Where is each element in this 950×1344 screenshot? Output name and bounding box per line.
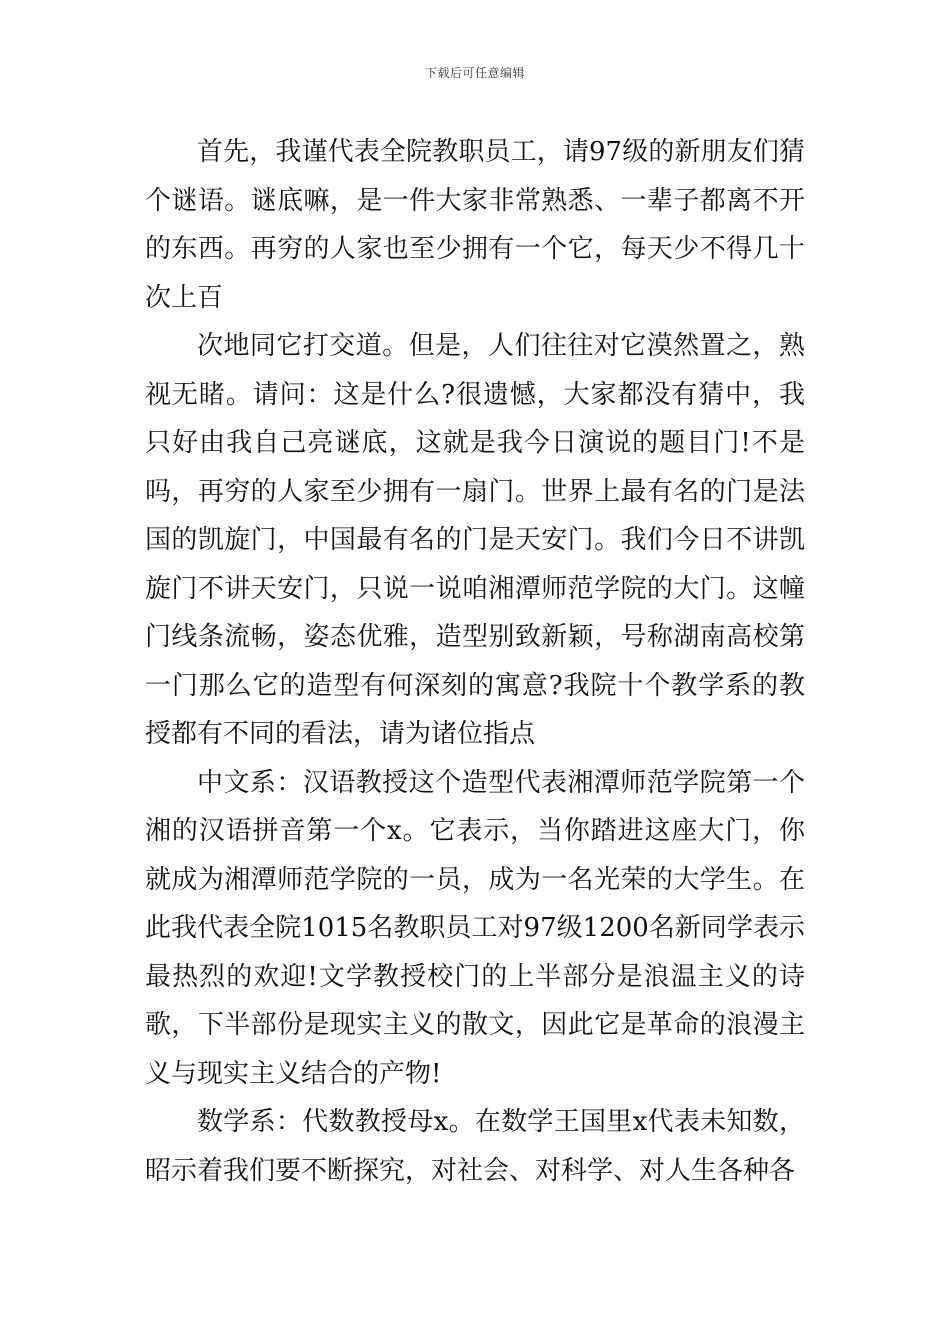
paragraph-1: 首先，我谨代表全院教职员工，请97级的新朋友们猜个谜语。谜底嘛，是一件大家非常熟悉、一辈子都离不开的东西。再穷的人家也至少拥有一个它，每天少不得几十次上百 bbox=[145, 137, 805, 313]
page-header: 下载后可任意编辑 bbox=[424, 66, 525, 80]
document-body bbox=[145, 128, 805, 1195]
paragraph-3: 中文系：汉语教授这个造型代表湘潭师范学院第一个湘的汉语拼音第一个x。它表示，当你踏进这座大门，你就成为湘潭师范学院的一员，成为一名光荣的大学生。在此我代表全院1015名教职员工对97级1200名新同学表示最热烈的欢迎!文学教授校门的上半部分是浪温主义的诗歌，下半部份是现实主义的散文，因此它是革命的浪漫主义与现实主义结合的产物! bbox=[145, 767, 805, 1089]
paragraph-4: 数学系：代数教授母x。在数学王国里x代表未知数，昭示着我们要不断探究，对社会、对科学、对人生各种各 bbox=[145, 1107, 805, 1186]
paragraph-2: 次地同它打交道。但是，人们往往对它漠然置之，熟视无睹。请问：这是什么?很遗憾，大家都没有猜中，我只好由我自己亮谜底，这就是我今日演说的题目门!不是吗，再穷的人家至少拥有一扇门。世界上最有名的门是法国的凯旋门，中国最有名的门是天安门。我们今日不讲凯旋门不讲天安门，只说一说咱湘潭师范学院的大门。这幢门线条流畅，姿态优雅，造型别致新颖，号称湖南高校第一门那么它的造型有何深刻的寓意?我院十个教学系的教授都有不同的看法，请为诸位指点 bbox=[145, 331, 805, 749]
